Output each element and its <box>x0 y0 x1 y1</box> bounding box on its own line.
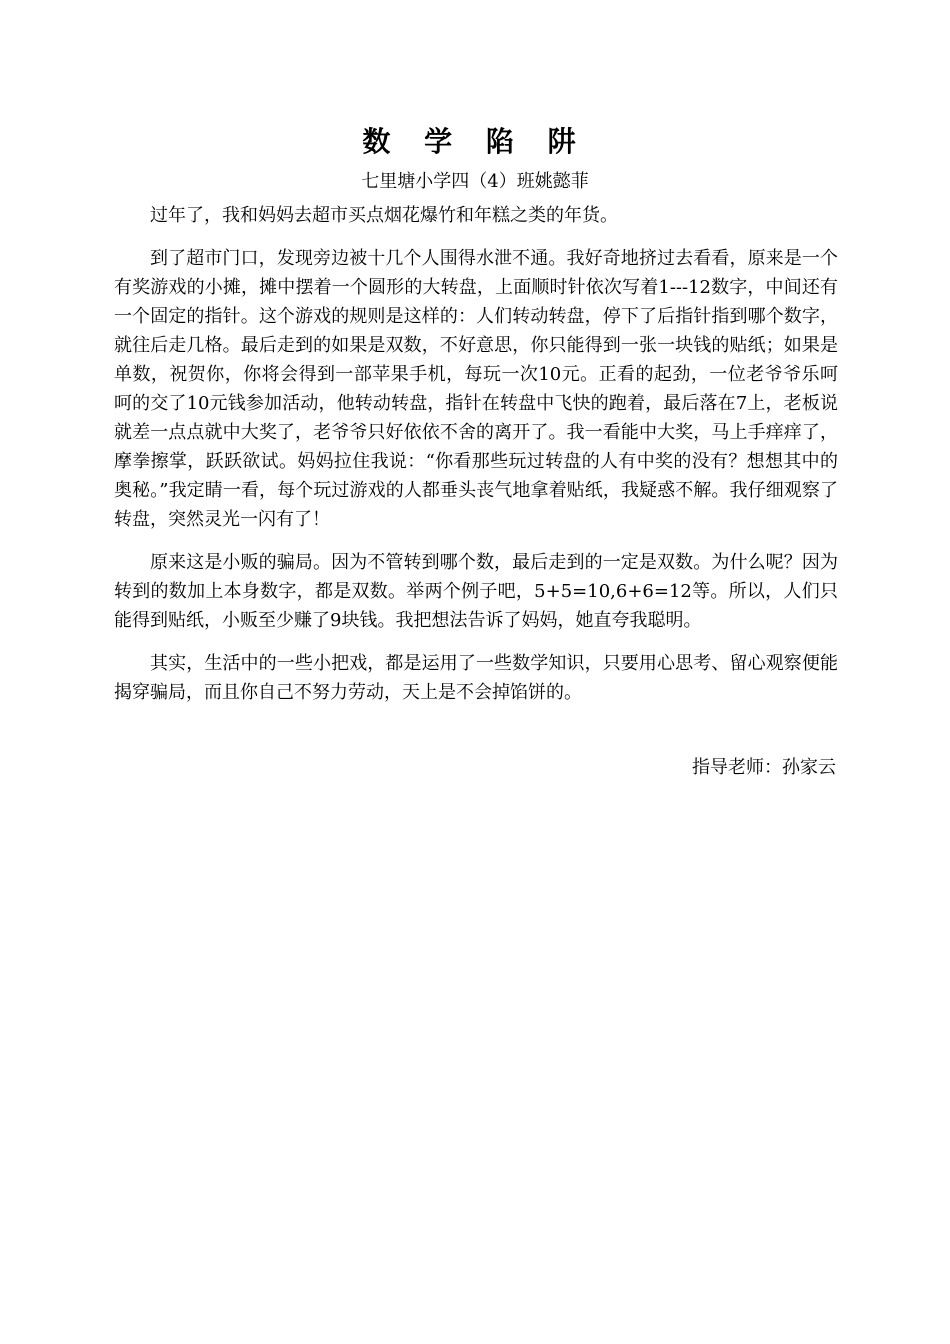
paragraph-4: 其实，生活中的一些小把戏，都是运用了一些数学知识，只要用心思考、留心观察便能揭穿骗局，而且你自己不努力劳动，天上是不会掉馅饼的。 <box>114 653 838 703</box>
article-body <box>114 201 838 707</box>
document-title: 数 学 陷 阱 <box>362 125 588 158</box>
paragraph-3: 原来这是小贩的骗局。因为不管转到哪个数，最后走到的一定是双数。为什么呢？因为转到的数加上本身数字，都是双数。举两个例子吧，5+5=10,6+6=12等。所以，人们只能得到贴纸，小贩至少赚了9块钱。我把想法告诉了妈妈，她直夸我聪明。 <box>114 552 838 631</box>
paragraph-2: 到了超市门口，发现旁边被十几个人围得水泄不通。我好奇地挤过去看看，原来是一个有奖游戏的小摊，摊中摆着一个圆形的大转盘，上面顺时针依次写着1---12数字，中间还有一个固定的指针。这个游戏的规则是这样的：人们转动转盘，停下了后指针指到哪个数字，就往后走几格。最后走到的如果是双数，不好意思，你只能得到一张一块钱的贴纸；如果是单数，祝贺你，你将会得到一部苹果手机，每玩一次10元。正看的起劲，一位老爷爷乐呵呵的交了10元钱参加活动，他转动转盘，指针在转盘中飞快的跑着，最后落在7上，老板说就差一点点就中大奖了，老爷爷只好依依不舍的离开了。我一看能中大奖，马上手痒痒了，摩拳擦掌，跃跃欲试。妈妈拉住我说：“你看那些玩过转盘的人有中奖的没有？想想其中的奥秘。”我定睛一看，每个玩过游戏的人都垂头丧气地拿着贴纸，我疑惑不解。我仔细观察了转盘，突然灵光一闪有了！ <box>114 248 838 530</box>
author-line: 七里塘小学四（4）班姚懿菲 <box>361 171 589 192</box>
paragraph-1: 过年了，我和妈妈去超市买点烟花爆竹和年糕之类的年货。 <box>150 205 618 226</box>
teacher-signature: 指导老师：孙家云 <box>692 757 836 778</box>
